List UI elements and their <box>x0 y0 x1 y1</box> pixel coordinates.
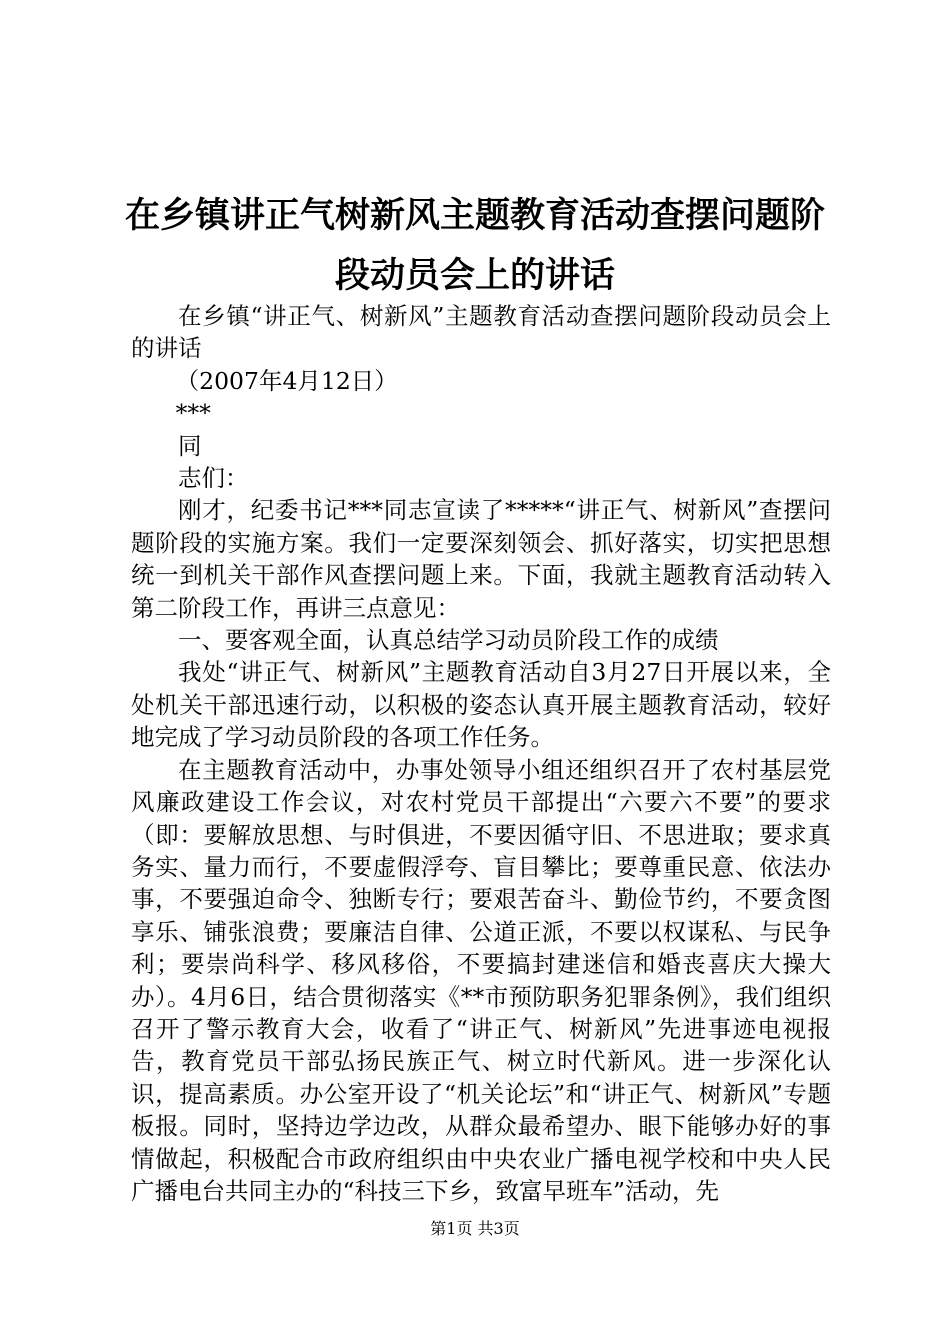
paragraph-intro: 刚才，纪委书记***同志宣读了*****“讲正气、树新风”查摆问题阶段的实施方案。我们一定要深刻领会、抓好落实，切实把思想统一到机关干部作风查摆问题上来。下面，我就主题教育活动转入第二阶段工作，再讲三点意见： <box>131 496 831 622</box>
paragraph-author: *** <box>175 399 211 428</box>
paragraph-salutation-1: 同 <box>178 431 202 460</box>
document-body <box>131 300 831 1207</box>
paragraph-salutation-2: 志们： <box>178 464 249 493</box>
paragraph-heading: 在乡镇“讲正气、树新风”主题教育活动查摆问题阶段动员会上的讲话 <box>131 302 831 363</box>
paragraph-progress: 我处“讲正气、树新风”主题教育活动自3月27日开展以来，全处机关干部迅速行动，以积极的姿态认真开展主题教育活动，较好地完成了学习动员阶段的各项工作任务。 <box>131 658 831 752</box>
page-number: 第1页 共3页 <box>430 1219 520 1238</box>
document-title: 在乡镇讲正气树新风主题教育活动查摆问题阶段动员会上的讲话 <box>124 195 825 296</box>
paragraph-date: （2007年4月12日） <box>175 366 398 395</box>
paragraph-activities: 在主题教育活动中，办事处领导小组还组织召开了农村基层党风廉政建设工作会议，对农村党员干部提出“六要六不要”的要求（即：要解放思想、与时俱进，不要因循守旧、不思进取；要求真务实、量力而行，不要虚假浮夸、盲目攀比；要尊重民意、依法办事，不要强迫命令、独断专行；要艰苦奋斗、勤俭节约，不要贪图享乐、铺张浪费；要廉洁自律、公道正派，不要以权谋私、与民争利；要崇尚科学、移风移俗，不要搞封建迷信和婚丧喜庆大操大办）。4月6日，结合贯彻落实《**市预防职务犯罪条例》，我们组织召开了警示教育大会，收看了“讲正气、树新风”先进事迹电视报告，教育党员干部弘扬民族正气、树立时代新风。进一步深化认识，提高素质。办公室开设了“机关论坛”和“讲正气、树新风”专题板报。同时，坚持边学边改，从群众最希望办、眼下能够办好的事情做起，积极配合市政府组织由中央农业广播电视学校和中央人民广播电台共同主办的“科技三下乡，致富早班车”活动，先 <box>131 755 831 1205</box>
paragraph-section-one: 一、要客观全面，认真总结学习动员阶段工作的成绩 <box>178 626 719 655</box>
